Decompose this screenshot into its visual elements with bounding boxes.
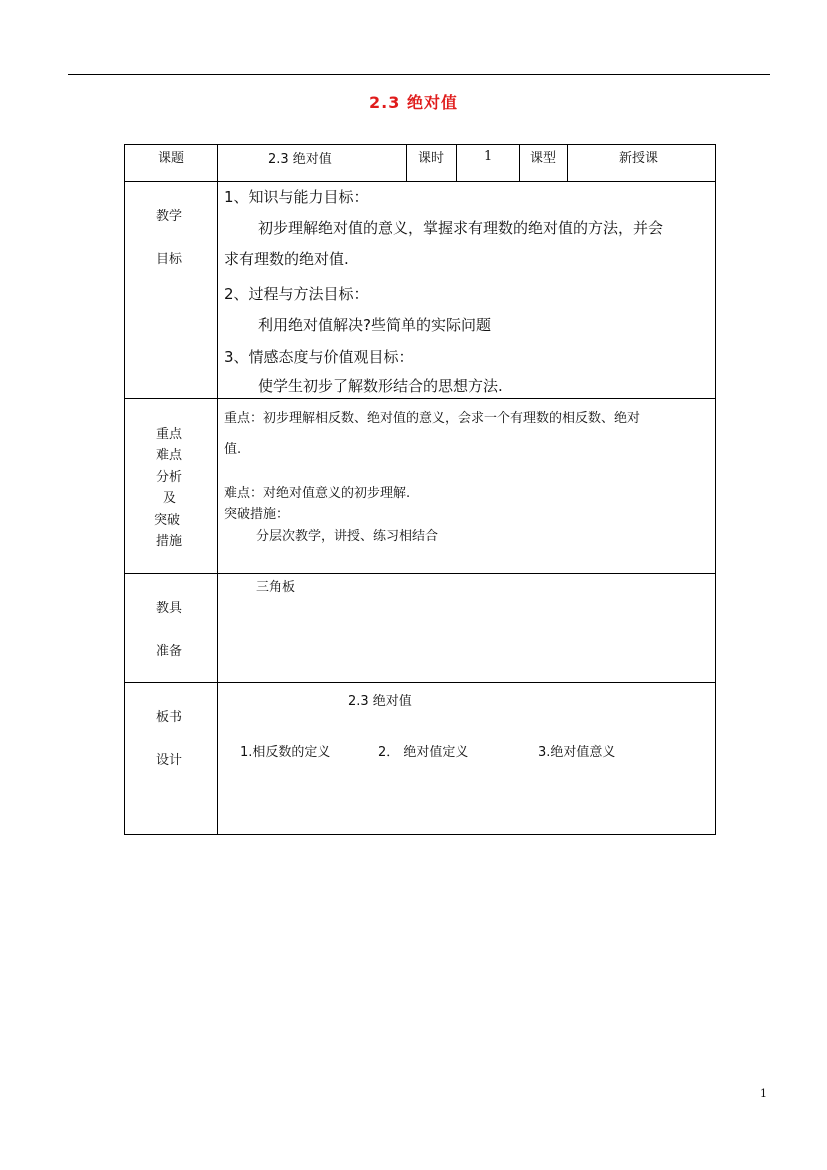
key-label-line: 难点: [156, 448, 183, 463]
table-border-left: [124, 144, 125, 835]
key-label-line: 措施: [156, 534, 183, 549]
goal-line: 1、知识与能力目标：: [224, 188, 369, 206]
board-heading: 2.3 绝对值: [348, 694, 412, 709]
topic-label: 课题: [158, 151, 185, 166]
key-label-line: 分析: [156, 470, 183, 485]
goal-line: 2、过程与方法目标：: [224, 285, 369, 303]
key-label-line: 突破: [154, 513, 181, 528]
type-label: 课型: [530, 151, 557, 166]
header-rule: [68, 74, 770, 75]
difficulty-text: 难点：对绝对值意义的初步理解.: [224, 486, 411, 501]
key-point-line2: 值.: [224, 442, 242, 457]
goals-label-line2: 目标: [156, 252, 183, 267]
type-value: 新授课: [619, 151, 659, 166]
tools-value: 三角板: [256, 580, 296, 595]
goal-line: 利用绝对值解决?些简单的实际问题: [258, 316, 491, 334]
table-border-bottom: [124, 834, 716, 835]
topic-value: 2.3 绝对值: [268, 152, 332, 167]
page-number: 1: [760, 1087, 767, 1100]
row-divider: [124, 682, 716, 683]
column-divider: [567, 144, 568, 182]
period-label: 课时: [418, 151, 445, 166]
row-divider: [124, 573, 716, 574]
board-label-line2: 设计: [156, 753, 183, 768]
column-divider: [456, 144, 457, 182]
period-value: 1: [484, 149, 493, 164]
goal-line: 求有理数的绝对值.: [224, 250, 349, 268]
measures-label: 突破措施：: [224, 507, 290, 522]
document-title: 2.3 绝对值: [369, 93, 458, 112]
row-divider: [124, 398, 716, 399]
measures-text: 分层次教学，讲授、练习相结合: [256, 529, 439, 544]
row-divider: [124, 181, 716, 182]
table-border-right: [715, 144, 716, 835]
key-label-line: 及: [163, 491, 177, 506]
table-border-top: [124, 144, 716, 145]
board-item-2: 2． 绝对值定义: [378, 745, 469, 760]
column-divider: [217, 144, 218, 835]
board-item-3: 3.绝对值意义: [538, 745, 616, 760]
column-divider: [406, 144, 407, 182]
goals-label-line1: 教学: [156, 209, 183, 224]
key-point-line1: 重点：初步理解相反数、绝对值的意义，会求一个有理数的相反数、绝对: [224, 411, 641, 426]
goal-line: 3、情感态度与价值观目标：: [224, 348, 414, 366]
key-label-line: 重点: [156, 427, 183, 442]
board-item-1: 1.相反数的定义: [240, 745, 331, 760]
tools-label-line1: 教具: [156, 601, 183, 616]
board-label-line1: 板书: [156, 710, 183, 725]
goal-line: 使学生初步了解数形结合的思想方法.: [258, 377, 503, 395]
tools-label-line2: 准备: [156, 644, 183, 659]
goal-line: 初步理解绝对值的意义，掌握求有理数的绝对值的方法，并会: [258, 219, 664, 237]
column-divider: [519, 144, 520, 182]
